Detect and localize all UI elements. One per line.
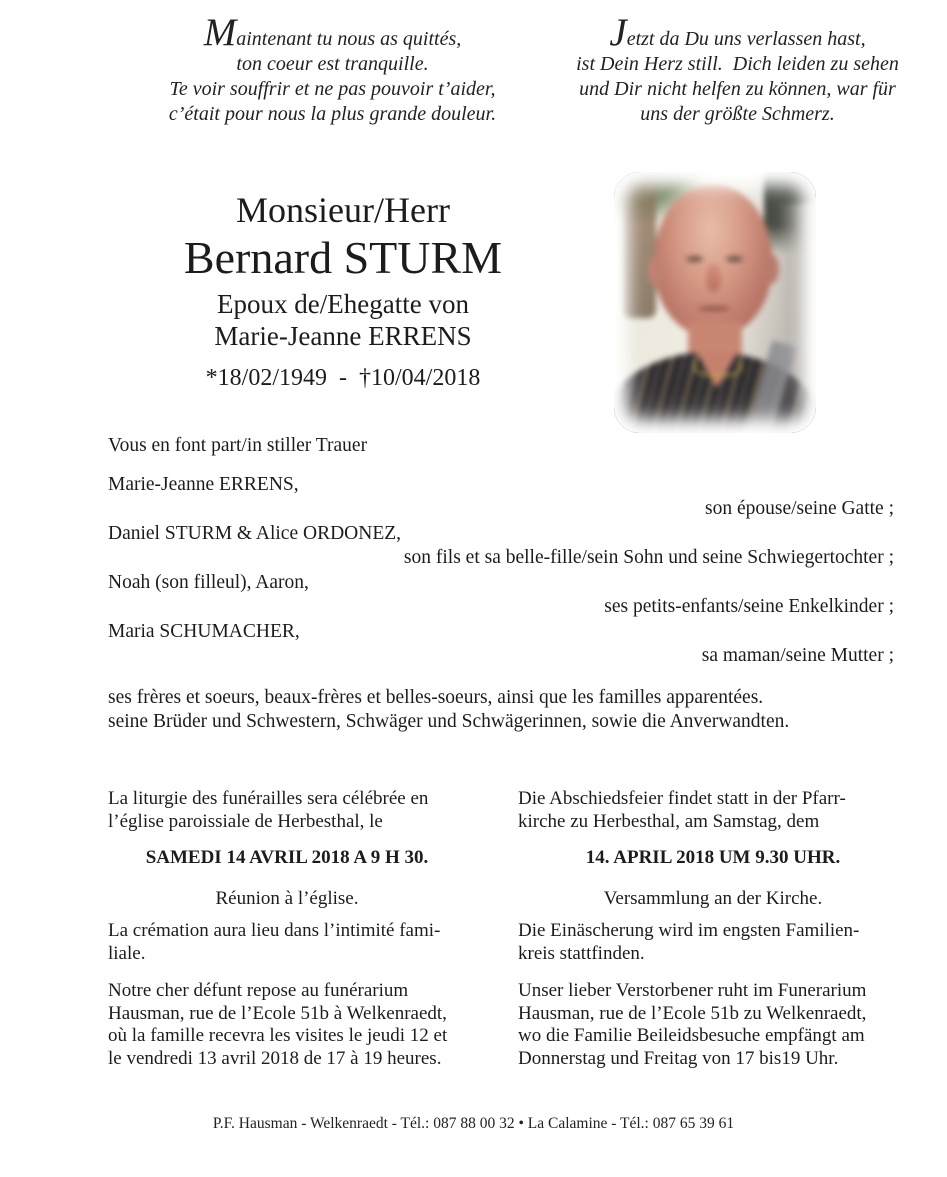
extended-family-german: seine Brüder und Schwestern, Schwäger und Schwägerinnen, sowie die Anverwandten.	[108, 710, 790, 732]
birth-death-dates: *18/02/1949 - †10/04/2018	[205, 365, 481, 391]
extended-family-french: ses frères et soeurs, beaux-frères et belles-soeurs, ainsi que les familles apparentées.	[108, 687, 764, 708]
mourner-relation: son fils et sa belle-fille/sein Sohn und seine Schwiegertochter ;	[403, 547, 894, 568]
portrait-photo-layers	[614, 172, 816, 433]
deceased-title: Monsieur/Herr	[236, 190, 450, 230]
mourner-relation: son épouse/seine Gatte ;	[705, 498, 894, 519]
nose	[706, 264, 721, 292]
ceremony-intro-de	[518, 788, 908, 833]
quote-german-line-4: uns der größte Schmerz.	[640, 103, 835, 125]
funeral-home-fr-line-3: où la famille recevra les visites le jeudi 12 et	[108, 1025, 448, 1046]
cremation-fr-line-1: La crémation aura lieu dans l’intimité fami-	[108, 920, 441, 941]
ceremony-intro-de-line-1: Die Abschiedsfeier findet statt in der Pfarr-	[518, 788, 846, 809]
drop-cap-j: J	[609, 11, 627, 54]
cremation-notice-de	[518, 920, 908, 965]
quote-german-line-1	[545, 11, 930, 54]
quote-german-line-1-text: etzt da Du uns verlassen hast,	[626, 28, 866, 50]
deceased-name: Bernard STURM	[183, 232, 503, 283]
ceremony-intro-fr-line-2: l’église paroissiale de Herbesthal, le	[108, 810, 383, 832]
funeral-home-de-line-1: Unser lieber Verstorbener ruht im Funerarium	[518, 980, 867, 1001]
quote-french-line-1-text: aintenant tu nous as quittés,	[236, 28, 462, 50]
left-ear	[648, 256, 663, 286]
quote-french-line-2: ton coeur est tranquille.	[236, 53, 429, 75]
quote-french	[135, 11, 530, 127]
cremation-notice-fr	[108, 920, 466, 965]
mourners-intro: Vous en font part/in stiller Trauer	[108, 435, 368, 456]
ceremony-column-french	[108, 788, 466, 1070]
portrait-photo	[614, 172, 816, 433]
spouse-label: Epoux de/Ehegatte von	[217, 289, 469, 319]
ceremony-intro-fr	[108, 788, 466, 833]
quote-german	[545, 11, 930, 127]
funeral-home-contact-footer: P.F. Hausman - Welkenraedt - Tél.: 087 88 00 32 • La Calamine - Tél.: 087 65 39 61	[212, 1115, 735, 1132]
head-shape	[654, 184, 772, 336]
mourner-names: Daniel STURM & Alice ORDONEZ,	[108, 522, 402, 544]
mourner-names: Maria SCHUMACHER,	[108, 620, 300, 642]
quote-french-line-3: Te voir souffrir et ne pas pouvoir t’aider,	[169, 78, 496, 100]
spouse-name: Marie-Jeanne ERRENS	[214, 321, 472, 351]
ceremony-intro-fr-line-1: La liturgie des funérailles sera célébrée en	[108, 788, 429, 809]
drop-cap-m: M	[203, 11, 237, 54]
mouth	[698, 306, 730, 311]
photo-door-frame	[622, 172, 656, 318]
cremation-de-line-2: kreis stattfinden.	[518, 942, 645, 964]
quote-french-line-4: c’était pour nous la plus grande douleur.	[168, 103, 497, 125]
funeral-home-fr-line-4: le vendredi 13 avril 2018 de 17 à 19 heures.	[108, 1047, 442, 1069]
ceremony-meeting-fr: Réunion à l’église.	[215, 887, 359, 909]
ceremony-meeting-de: Versammlung an der Kirche.	[603, 887, 823, 909]
mourner-names: Noah (son filleul), Aaron,	[108, 571, 309, 593]
right-eye	[726, 256, 743, 262]
quote-german-line-2: ist Dein Herz still. Dich leiden zu sehen	[576, 53, 899, 75]
ceremony-datetime-fr: SAMEDI 14 AVRIL 2018 A 9 H 30.	[145, 847, 429, 868]
funeral-home-fr-line-1: Notre cher défunt repose au funérarium	[108, 980, 409, 1001]
quote-french-line-1	[135, 11, 530, 54]
extended-family-paragraph	[108, 686, 908, 733]
funeral-home-fr-line-2: Hausman, rue de l’Ecole 51b à Welkenraedt,	[108, 1002, 447, 1024]
ceremony-column-german	[518, 788, 908, 1070]
mourner-names: Marie-Jeanne ERRENS,	[108, 473, 299, 495]
funeral-home-notice-fr	[108, 980, 466, 1070]
necklace	[694, 360, 742, 377]
funeral-home-de-line-2: Hausman, rue de l’Ecole 51b zu Welkenraedt,	[518, 1002, 867, 1024]
funeral-home-de-line-3: wo die Familie Beileidsbesuche empfängt am	[518, 1025, 865, 1046]
right-ear	[764, 254, 779, 284]
deceased-identity	[103, 190, 583, 392]
cremation-de-line-1: Die Einäscherung wird im engsten Familien-	[518, 920, 860, 941]
mourner-relation: ses petits-enfants/seine Enkelkinder ;	[604, 596, 894, 617]
mourners-list	[108, 434, 894, 669]
funeral-home-de-line-4: Donnerstag und Freitag von 17 bis19 Uhr.	[518, 1047, 839, 1069]
funeral-home-notice-de	[518, 980, 908, 1070]
cremation-fr-line-2: liale.	[108, 942, 146, 964]
ceremony-intro-de-line-2: kirche zu Herbesthal, am Samstag, dem	[518, 810, 820, 832]
ceremony-datetime-de: 14. APRIL 2018 UM 9.30 UHR.	[585, 847, 841, 868]
left-eye	[686, 256, 703, 262]
mourner-relation: sa maman/seine Mutter ;	[701, 645, 894, 666]
quote-german-line-3: und Dir nicht helfen zu können, war für	[579, 78, 896, 100]
